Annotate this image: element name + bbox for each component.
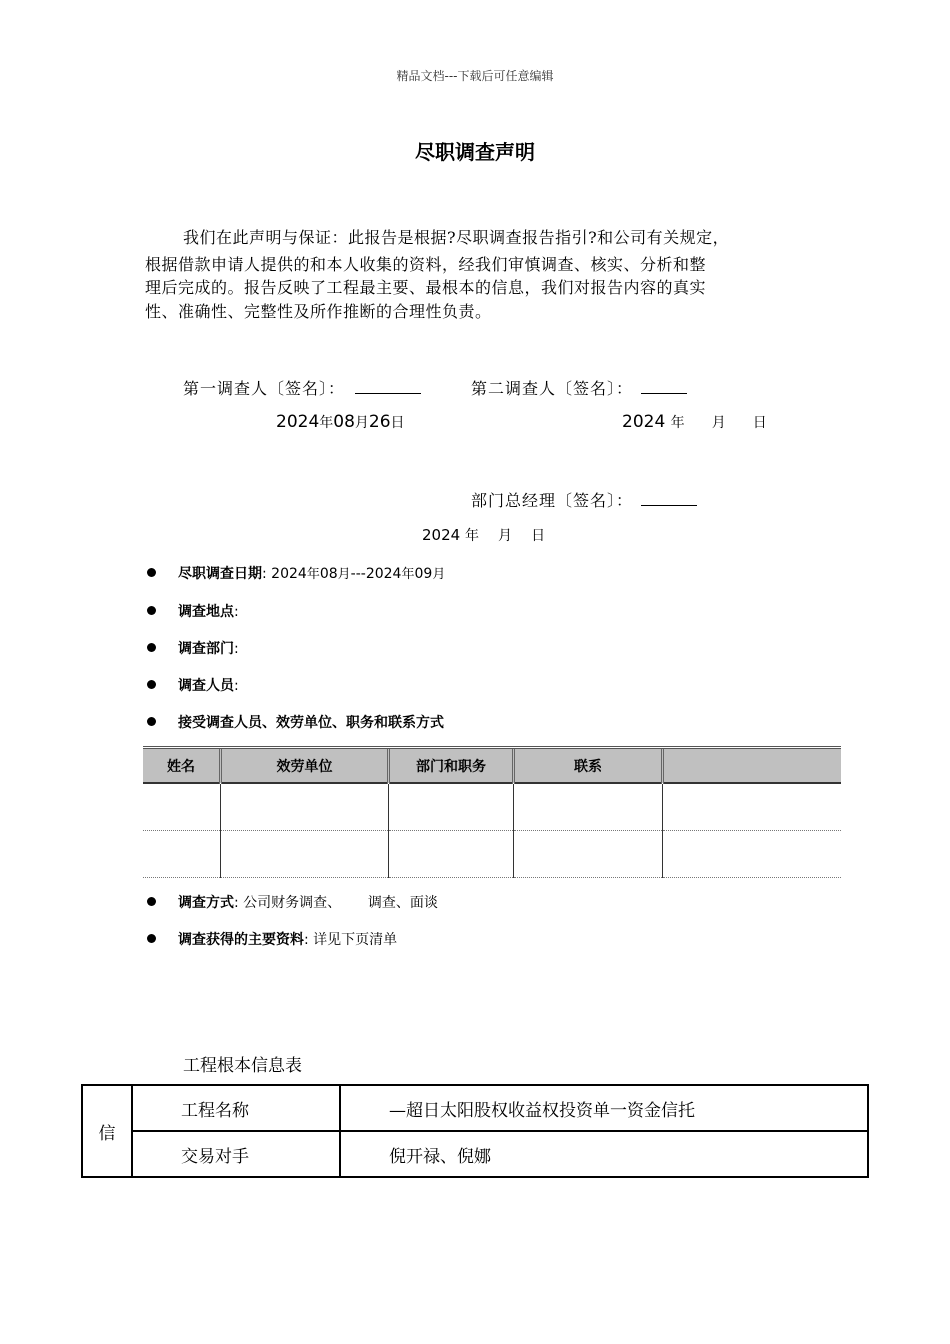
bullet-department [147,638,239,658]
side-label: 信 [82,1085,132,1177]
bullet-label: 调查方式 [178,895,234,911]
bullet-colon: : [234,641,239,657]
date-year: 2024 [271,566,307,582]
second-signature-line[interactable] [641,379,687,394]
page-title: 尽职调查声明 [415,140,535,164]
date-separator: --- [350,566,366,582]
bullet-investigation-date [147,563,445,583]
date-unit: 年 [306,567,320,582]
bullet-dot-icon [147,717,156,726]
table-cell[interactable] [514,783,663,831]
date-day-unit: 日 [390,415,405,431]
bullet-label: 调查获得的主要资料 [178,932,304,948]
statement-line: 我们在此声明与保证：此报告是根据?尽职调查报告指引?和公司有关规定， [183,228,730,247]
bullet-label: 调查部门 [178,641,234,657]
bullet-dot-icon [147,568,156,577]
bullet-label: 尽职调查日期 [178,566,262,582]
bullet-dot-icon [147,934,156,943]
statement-line: 理后完成的。报告反映了工程最主要、最根本的信息，我们对报告内容的真实 [145,278,707,297]
table-cell[interactable] [143,783,221,831]
table-row [82,1085,868,1131]
bullet-dot-icon [147,680,156,689]
date-day-unit: 日 [531,528,546,544]
table-cell[interactable] [389,831,514,878]
table-header-row [143,748,841,784]
table-row [143,783,841,831]
table-cell[interactable] [389,783,514,831]
date-unit: 月 [337,567,351,582]
date-day: 26 [368,412,391,432]
bullet-method [147,892,438,912]
manager-label: 部门总经理〔签名〕： [471,491,634,510]
bullet-dot-icon [147,897,156,906]
first-investigator-signature [183,376,421,399]
bullet-staff [147,675,239,695]
bullet-label: 调查地点 [178,604,234,620]
table-cell[interactable] [663,831,842,878]
first-signature-line[interactable] [355,379,421,394]
statement-line: 根据借款申请人提供的和本人收集的资料，经我们审慎调查、核实、分析和整 [145,255,707,274]
column-header-name: 姓名 [143,748,221,784]
table-cell[interactable] [663,783,842,831]
bullet-dot-icon [147,643,156,652]
second-investigator-label: 第二调查人〔签名〕： [471,379,634,398]
second-investigator-signature [471,376,687,399]
bullet-label: 调查人员 [178,678,234,694]
table-cell[interactable] [143,831,221,878]
date-year: 2024 [622,412,666,432]
project-info-caption: 工程根本信息表 [183,1056,302,1076]
date-year-unit: 年 [670,415,685,431]
column-header-position: 部门和职务 [389,748,514,784]
bullet-colon: : [234,895,239,911]
row-label: 交易对手 [132,1131,340,1177]
date-year: 2024 [422,526,461,544]
row-value: —超日太阳股权收益权投资单一资金信托 [340,1085,868,1131]
manager-signature [471,488,697,511]
project-info-table [81,1084,869,1178]
bullet-colon: : [234,678,239,694]
date-unit: 月 [432,567,446,582]
bullet-materials [147,929,397,949]
column-header-unit: 效劳单位 [221,748,389,784]
column-header-extra [663,748,842,784]
bullet-location [147,601,239,621]
date-month-unit: 月 [711,415,726,431]
bullet-colon: : [234,604,239,620]
date-month: 08 [319,566,338,582]
column-header-contact: 联系 [514,748,663,784]
bullet-interviewees [147,712,444,732]
bullet-dot-icon [147,606,156,615]
bullet-colon: : [304,932,309,948]
row-label: 工程名称 [132,1085,340,1131]
date-year-unit: 年 [319,415,334,431]
date-year-unit: 年 [464,528,479,544]
bullet-value: 详见下页清单 [313,932,398,948]
manager-signature-line[interactable] [641,491,697,506]
table-cell[interactable] [221,783,389,831]
bullet-value: 公司财务调查、 调查、面谈 [243,895,438,911]
first-signature-date [276,412,405,432]
date-unit: 年 [401,567,415,582]
table-row [143,831,841,878]
first-investigator-label: 第一调查人〔签名〕： [183,379,346,398]
date-year: 2024 [365,566,402,582]
row-value: 倪开禄、倪娜 [340,1131,868,1177]
date-month: 09 [414,566,433,582]
date-month-unit: 月 [354,415,369,431]
bullet-colon: : [262,566,267,582]
date-month-unit: 月 [498,528,513,544]
table-cell[interactable] [221,831,389,878]
date-year: 2024 [276,412,320,432]
date-month: 08 [333,412,355,432]
interviewee-table [143,746,841,878]
statement-line: 性、准确性、完整性及所作推断的合理性负责。 [145,302,492,321]
table-row [82,1131,868,1177]
header-note: 精品文档---下载后可任意编辑 [396,69,554,83]
second-signature-date [622,412,767,432]
bullet-label: 接受调查人员、效劳单位、职务和联系方式 [178,715,444,731]
manager-signature-date [422,525,545,545]
table-cell[interactable] [514,831,663,878]
date-day-unit: 日 [752,415,767,431]
